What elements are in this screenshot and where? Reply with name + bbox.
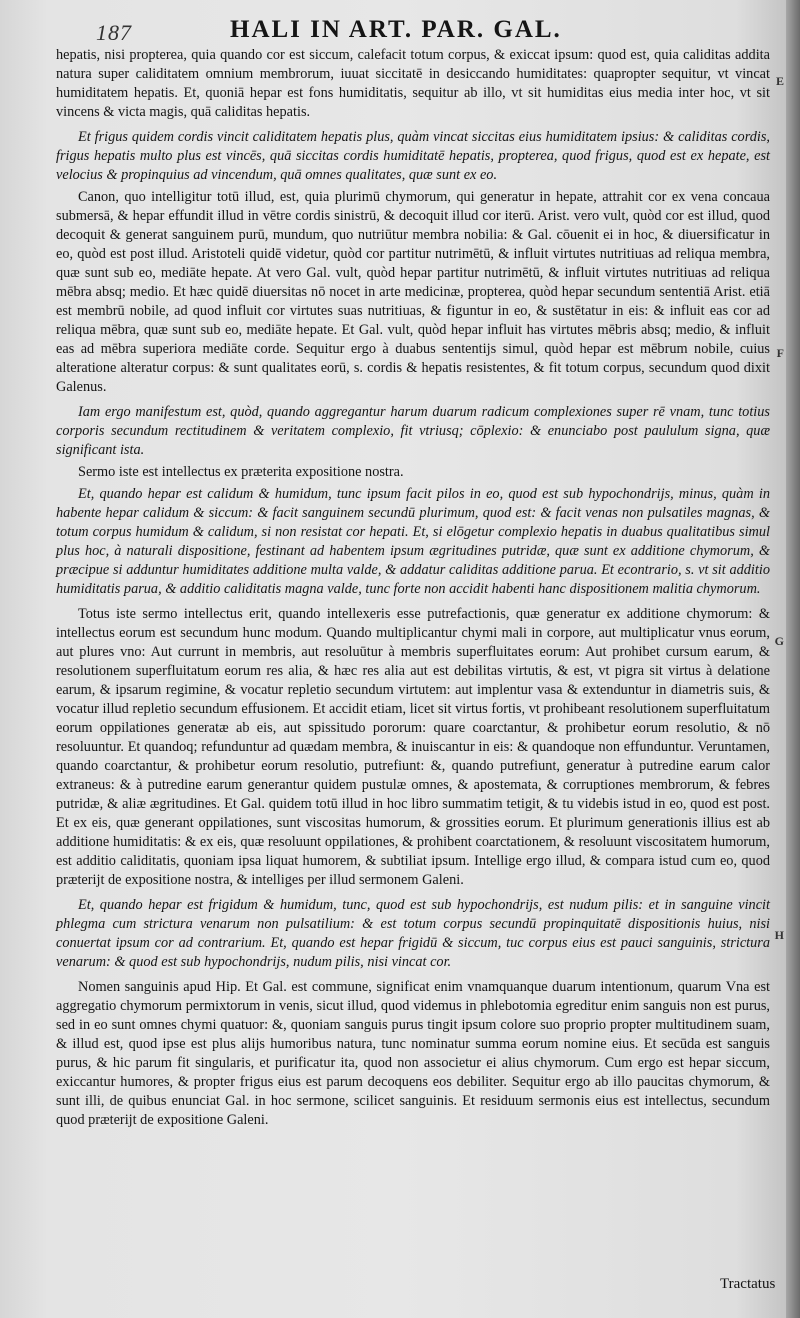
margin-letter-h: H (774, 928, 784, 942)
margin-letter-e: E (775, 74, 784, 88)
paragraph-4-lemma: Iam ergo manifestum est, quòd, quando aggregantur harum duarum radicum complexiones super rē vnam, tunc totius corporis secundum rectitudinem & veritatem complexio, fit vtriusq; cōplexio: & enunciabo post paululum signa, quæ significant ista. (56, 404, 770, 458)
catchword: Tractatus (720, 1276, 776, 1292)
margin-letter-f: F (776, 346, 784, 360)
paragraph-1: hepatis, nisi propterea, quia quando cor est siccum, calefacit totum corpus, & exiccat ipsum: quod est, quia caliditas addita natura super caliditatem omnium membrorum, iuuat siccitatē in desiccando humiditates: quapropter sequitur, vt vincat humiditatem hepatis. Et, quoniā hepar est fons humiditatis, sequitur ab illo, vt sit humiditas eius media inter hoc, vt sit vincens & victa magis, quā caliditas hepatis. (56, 47, 770, 120)
paragraph-6-lemma: Et, quando hepar est calidum & humidum, tunc ipsum facit pilos in eo, quod est sub hypochondrijs, minus, quàm in habente hepar calidum & siccum: & facit sanguinem secundū plurimum, quod est: & facit venas non pulsatiles magnas, & totum corpus humidum & calidum, si non resistat cor hepati. Et, si elōgetur complexio hepatis in duabus qualitatibus simul plus hoc, à naturali dispositione, festinant ad habentem ipsum ægritudines putridæ, quæ sunt ex additione chymorum, & præcipue si adduntur humiditates additione multa valde, & addatur caliditas additione parua. Et econtrario, s. vt sit additio humiditatis parua, & additio caliditatis magna valde, tunc forte non accidit habenti hanc dispositionem malitia chymorum. (56, 486, 770, 597)
main-text (56, 46, 770, 1133)
margin-letter-g: G (774, 634, 784, 648)
paragraph-5-commentary: Sermo iste est intellectus ex præterita expositione nostra. (78, 464, 404, 480)
running-head: HALI IN ART. PAR. GAL. (230, 16, 562, 43)
paragraph-8-lemma: Et, quando hepar est frigidum & humidum, tunc, quod est sub hypochondrijs, est nudum pilis: et in sanguine vincit phlegma cum strictura venarum non pulsatilium: & est totum corpus secundū propinquitatē dispositionis huius, nisi conuertat ipsum cor ad contrarium. Et, quando est hepar frigidū & siccum, tuc corpus eius est pauci sanguinis, strictura venarum: & quod est sub hypochondrijs, nudum pilis, nisi vincat cor. (56, 897, 770, 970)
paragraph-2-lemma: Et frigus quidem cordis vincit caliditatem hepatis plus, quàm vincat siccitas eius humiditatem ipsius: & caliditas cordis, frigus hepatis multo plus est vincēs, quā siccitas cordis humiditatē hepatis, propterea, quod frigus, quod est ex hepate, est velocius & propinquius ad vincendum, quā omnes qualitates, quæ sunt ex eo. (56, 129, 770, 183)
page-edge (786, 0, 800, 1318)
page-number: 187 (96, 20, 132, 45)
paragraph-7-commentary: Totus iste sermo intellectus erit, quando intellexeris esse putrefactionis, quæ generatur ex additione chymorum: & intellectus eorum est secundum hunc modum. Quando multiplicantur chymi mali in corpore, aut multiplicatur vnus eorum, aut plures vno: Aut currunt in membris, aut resoluūtur à membris superfluitates eorum: Aut prohibet cursum earum, & resolutionem superfluitatum eorum res alia, & hæc res alia aut est debilitas virtutis, & est, vt pigra sit virtus à delatione earum, & ipsarum regimine, & vocatur repletio secundum virtutem: aut implentur vasa & extenduntur in diametris suis, & vocatur illud repletio secundum effusionem. Et accidit etiam, licet sit virtus fortis, vt prohibeant resolutionem superfluitatum eorum oppilationes generatæ ab eis, aut spissitudo pororum: quare coarctantur, & prohibetur eorum resolutio, & nō resoluuntur. Et quandoq; refunduntur ad quædam membra, & inuiscantur in eis: & quandoque non effunduntur. Veruntamen, quando coarctantur, & prohibetur eorum resolutio, putrefiunt: &, quando putrefiunt, generatur à putredine earum calor extraneus: & à putredine earum generantur quidem pustulæ omnes, & apostemata, & corruptiones membrorum, & febres putridæ, & aliæ ægritudines. Et Gal. quidem totū illud in hoc libro summatim tetigit, & tu videbis istud in eo, quod est post. Et ex eis, quæ generant oppilationes, sunt viscositas humorum, & grossities eorum. Et plurimum generationis illius est ab additione humiditatis: & ex eis, quæ resoluunt oppilationes, & prohibent coarctationem, & resoluunt viscositatem humorum, est additio caliditatis, quoniam ipsa liquat humorem, & subtiliat ipsum. Intellige ergo illud, & compara istud cum eo, quod præterijt de expositione nostra, & intelliges per illud sermonem Galeni. (56, 606, 770, 888)
paragraph-9-commentary: Nomen sanguinis apud Hip. Et Gal. est commune, significat enim vnamquanque duarum intentionum, quarum Vna est aggregatio chymorum permixtorum in venis, sicut illud, quod videmus in phlebotomia egreditur enim sanguis non est purus, sed in eo sunt omnes chymi quatuor: &, quoniam sanguis purus tingit ipsum colore suo proprio propter multitudinem suam, & illud est, quod ipse est plus alijs humoribus natura, tunc nominatur summa eorum nomine eius. Et secūda est sanguis purus, & hic parum fit singularis, et purificatur ita, quod non associetur ei alius chymorum. Cum ergo est hepar siccum, exiccantur humores, & propter frigus eius est parum decoquens eos debiliter. Sequitur ergo ab illo paucitas chymorum, & sunt illi, de quibus enunciat Gal. in hoc sermone, scilicet sanguinis. Et residuum sermonis eius est intellectus, secundum quod præterijt de expositione Galeni. (56, 979, 770, 1128)
paragraph-3-commentary: Canon, quo intelligitur totū illud, est, quia plurimū chymorum, qui generatur in hepate, attrahit cor ex vena concaua submersā, & hepar effundit illud in vētre cordis sinistrū, & decoquit illud cor iterū. Arist. vero vult, quòd cor est illud, quod decoquit & generat sanguinem purū, mundum, quo nutriūtur membra nobilia: & Gal. cōuenit ei in hoc, & diuersificatur in eo, quòd est post illud. Aristoteli quidē videtur, quòd cor partitur nutrimētū, & influit virtutes nutritiuas ad reliqua membra, quæ sunt sub eo, mediāte hepate. At vero Gal. vult, quòd hepar partitur nutrimētū, & influit virtutes nutritiuas ad reliqua mēbra absq; medio. Et hæc quidē diuersitas nō nocet in arte medicinæ, propterea, quòd hepar secundum sententiā Arist. etiā est membrū nobile, ad quod influit cor virtutes suas nutritiuas, & figuntur in eo, & sustētatur in eis: & influit eas cor ad reliqua mēbra, quæ sunt sub eo, mediāte hepate. Et Gal. vult, quòd hepar influit has virtutes mēbris absq; medio, & influit eas ad mēbra superiora mediāte corde. Sequitur ergo à duabus sententijs simul, quòd hepar est mēbrum nobile, cuius alteratione alteratur corpus: & sunt qualitates eorū, s. cordis & hepatis resistentes, & fit totum corpus, secundum quod dixit Galenus. (56, 189, 770, 395)
